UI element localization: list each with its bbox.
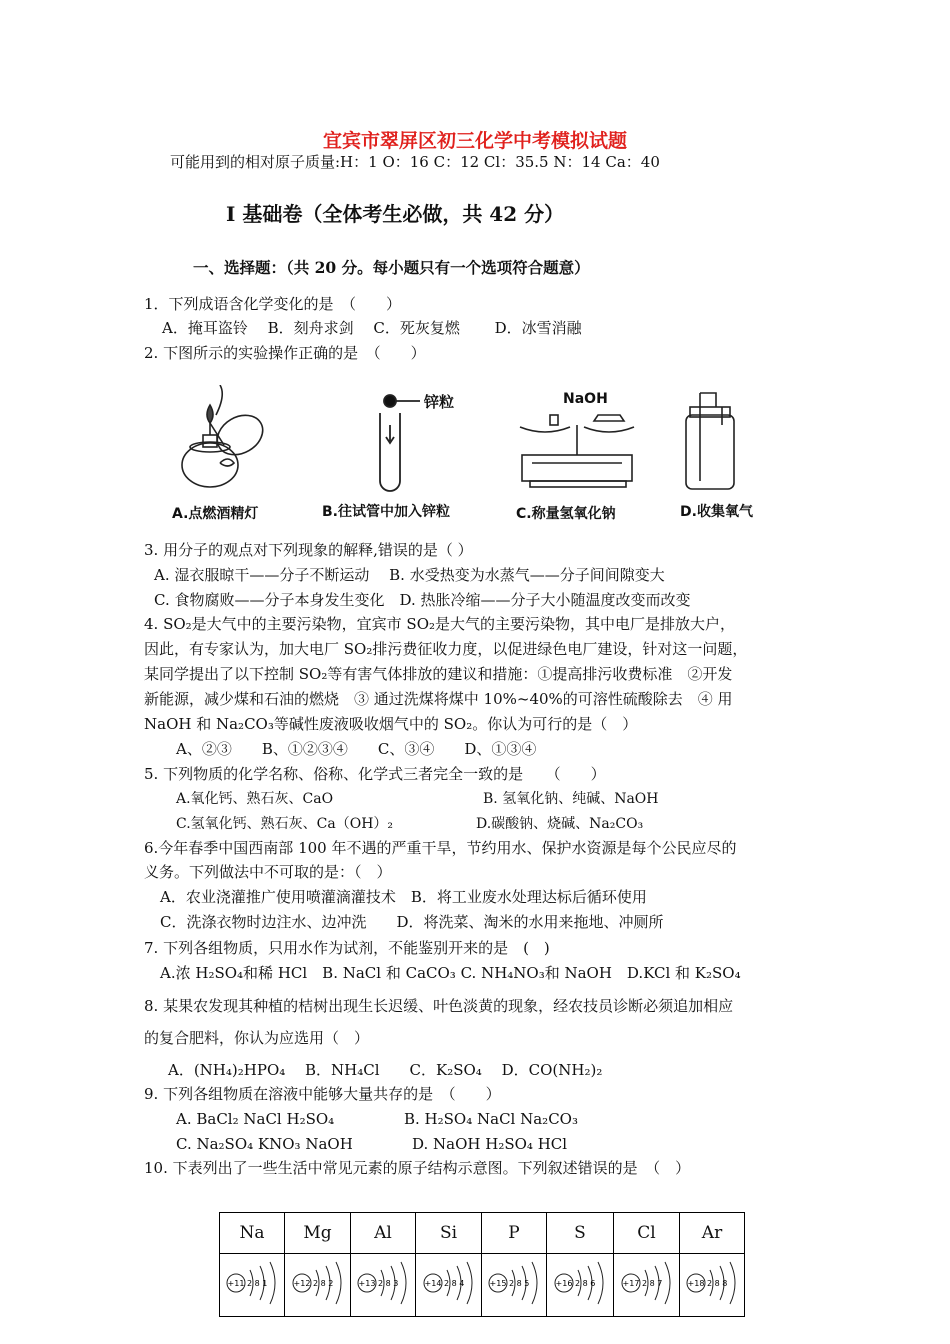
section-heading: I 基础卷（全体考生必做，共 42 分） — [226, 202, 565, 226]
question-9-option-d: D. NaOH H₂SO₄ HCl — [412, 1135, 568, 1153]
question-9: 9. 下列各组物质在溶液中能够大量共存的是 （ ） — [144, 1085, 501, 1103]
svg-text:2 8 1: 2 8 1 — [247, 1279, 268, 1288]
alcohol-lamp-illustration — [182, 385, 270, 487]
label-naoh: NaOH — [563, 391, 608, 407]
caption-b: B.往试管中加入锌粒 — [322, 504, 450, 520]
page-title: 宜宾市翠屏区初三化学中考模拟试题 — [322, 130, 627, 152]
atom-diagram — [416, 1254, 482, 1317]
svg-text:2 8 4: 2 8 4 — [443, 1279, 464, 1288]
experiment-figure — [170, 385, 790, 503]
svg-text:2 8 3: 2 8 3 — [378, 1279, 399, 1288]
question-2: 2. 下图所示的实验操作正确的是 （ ） — [144, 344, 426, 362]
atom-diagram — [614, 1254, 680, 1317]
svg-text:+17: +17 — [622, 1279, 639, 1288]
atom-diagram — [220, 1254, 285, 1317]
question-8-line-1: 8. 某果农发现其种植的桔树出现生长迟缓、叶色淡黄的现象，经农技员诊断必须追加相应 — [144, 997, 734, 1015]
atom-diagram — [482, 1254, 547, 1317]
atom-diagram — [285, 1254, 351, 1317]
question-7: 7. 下列各组物质，只用水作为试剂，不能鉴别开来的是 ( ) — [144, 939, 550, 957]
svg-text:+15: +15 — [489, 1279, 507, 1288]
question-4-options: A、②③ B、①②③④ C、③④ D、①③④ — [176, 740, 537, 758]
gas-bottle-illustration — [686, 393, 734, 489]
caption-a: A.点燃酒精灯 — [172, 506, 259, 522]
element-symbol: S — [547, 1213, 614, 1254]
caption-d: D.收集氧气 — [680, 504, 753, 520]
question-4-line-4: 新能源，减少煤和石油的燃烧 ③ 通过洗煤将煤中 10%~40%的可溶性硫酸除去 ④ 用 — [144, 690, 733, 708]
svg-text:+12: +12 — [293, 1279, 310, 1288]
svg-text:+18: +18 — [687, 1279, 705, 1288]
caption-c: C.称量氢氧化钠 — [516, 506, 616, 522]
part-heading: 一、选择题：（共 20 分。每小题只有一个选项符合题意） — [193, 258, 590, 277]
question-4-line-1: 4. SO₂是大气中的主要污染物，宜宾市 SO₂是大气的主要污染物，其中电厂是排放大户， — [144, 615, 736, 633]
question-4-line-3: 某同学提出了以下控制 SO₂等有害气体排放的建议和措施：①提高排污收费标准 ②开发 — [144, 665, 733, 683]
balance-illustration — [520, 415, 634, 487]
question-3-options-ab: A. 湿衣服晾干——分子不断运动 B. 水受热变为水蒸气——分子间间隙变大 — [154, 566, 665, 584]
question-5-option-a: A.氧化钙、熟石灰、CaO — [176, 791, 334, 807]
question-6-options-cd: C．洗涤衣物时边注水、边冲洗 D．将洗菜、淘米的水用来拖地、冲厕所 — [160, 913, 664, 931]
svg-text:+16: +16 — [555, 1279, 573, 1288]
atom-diagram — [351, 1254, 416, 1317]
question-3: 3. 用分子的观点对下列现象的解释,错误的是（ ） — [144, 541, 473, 559]
element-symbol: Ar — [680, 1213, 745, 1254]
question-4-line-5: NaOH 和 Na₂CO₃等碱性废液吸收烟气中的 SO₂。你认为可行的是（ ） — [144, 715, 638, 733]
element-symbol: Al — [351, 1213, 416, 1254]
question-8-line-2: 的复合肥料，你认为应选用（ ） — [144, 1029, 370, 1047]
svg-text:2 8 6: 2 8 6 — [575, 1279, 596, 1288]
atomic-structure-table — [219, 1212, 745, 1317]
question-5-option-d: D.碳酸钠、烧碱、Na₂CO₃ — [476, 816, 644, 832]
atomic-masses: 可能用到的相对原子质量:H：1 O：16 C：12 Cl：35.5 N：14 Ca：40 — [170, 153, 660, 171]
atom-diagram — [547, 1254, 614, 1317]
svg-text:+14: +14 — [424, 1279, 441, 1288]
question-7-options: A.浓 H₂SO₄和稀 HCl B. NaCl 和 CaCO₃ C. NH₄NO₃和 NaOH D.KCl 和 K₂SO₄ — [160, 964, 741, 982]
question-9-option-c: C. Na₂SO₄ KNO₃ NaOH — [176, 1135, 353, 1153]
question-10: 10. 下表列出了一些生活中常见元素的原子结构示意图。下列叙述错误的是 （ ） — [144, 1159, 691, 1177]
question-5: 5. 下列物质的化学名称、俗称、化学式三者完全一致的是 （ ） — [144, 765, 606, 783]
element-symbol: Mg — [285, 1213, 351, 1254]
label-zinc: 锌粒 — [424, 393, 455, 411]
element-symbol: Cl — [614, 1213, 680, 1254]
question-6-line-1: 6.今年春季中国西南部 100 年不遇的严重干旱，节约用水、保护水资源是每个公民应尽的 — [144, 839, 737, 857]
svg-text:+13: +13 — [358, 1279, 376, 1288]
svg-text:2 8 5: 2 8 5 — [509, 1279, 530, 1288]
question-9-option-a: A. BaCl₂ NaCl H₂SO₄ — [176, 1110, 335, 1128]
svg-text:2 8 2: 2 8 2 — [312, 1279, 333, 1288]
element-symbol: P — [482, 1213, 547, 1254]
svg-text:2 8 8: 2 8 8 — [707, 1279, 728, 1288]
question-5-option-c: C.氢氧化钙、熟石灰、Ca（OH）₂ — [176, 816, 394, 832]
question-1-options: A．掩耳盗铃 B．刻舟求剑 C．死灰复燃 D．冰雪消融 — [162, 319, 582, 337]
question-6-line-2: 义务。下列做法中不可取的是：（ ） — [144, 863, 392, 881]
question-6-options-ab: A．农业浇灌推广使用喷灌滴灌技术 B．将工业废水处理达标后循环使用 — [160, 888, 647, 906]
atom-diagram — [680, 1254, 745, 1317]
question-5-option-b: B. 氢氧化钠、纯碱、NaOH — [483, 791, 659, 807]
test-tube-illustration — [380, 395, 420, 491]
element-symbol: Na — [220, 1213, 285, 1254]
question-8-options: A．(NH₄)₂HPO₄ B．NH₄Cl C．K₂SO₄ D．CO(NH₂)₂ — [168, 1061, 603, 1079]
question-3-options-cd: C. 食物腐败——分子本身发生变化 D. 热胀冷缩——分子大小随温度改变而改变 — [154, 591, 691, 609]
question-4-line-2: 因此，有专家认为，加大电厂 SO₂排污费征收力度，以促进绿色电厂建设，针对这一问题， — [144, 640, 748, 658]
element-symbol: Si — [416, 1213, 482, 1254]
svg-text:2 8 7: 2 8 7 — [641, 1279, 662, 1288]
svg-text:+11: +11 — [227, 1279, 245, 1288]
question-1: 1．下列成语含化学变化的是 （ ） — [144, 295, 402, 313]
question-9-option-b: B. H₂SO₄ NaCl Na₂CO₃ — [404, 1110, 578, 1128]
